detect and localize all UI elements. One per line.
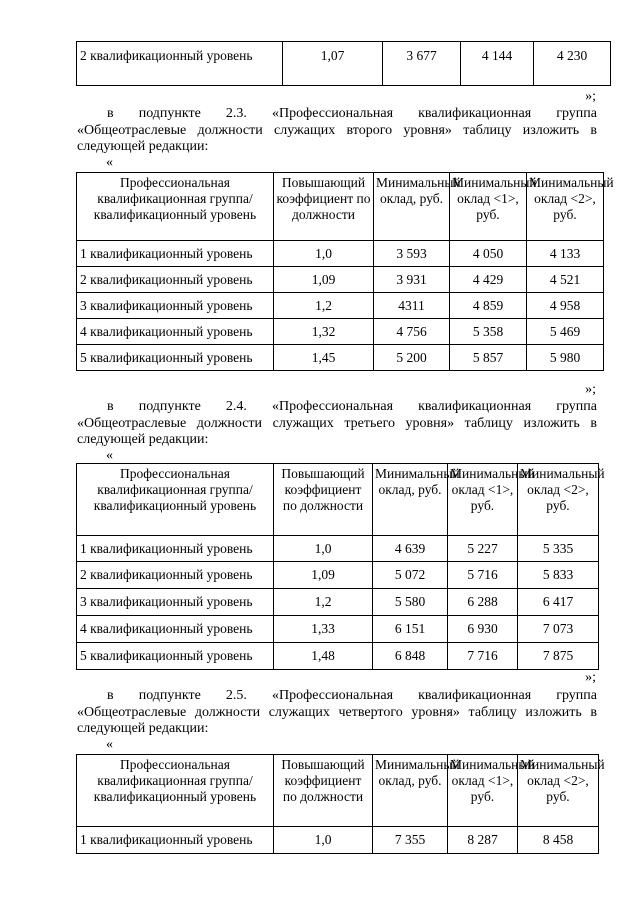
table-row xyxy=(77,589,599,616)
min-salary-1-cell: 4 144 xyxy=(461,42,534,86)
paragraph-line-2: «Общеотраслевые должности служащих четвертого уровня» таблицу изложить в следующей редакции: xyxy=(77,704,597,736)
level-name: 4 квалификационный уровень xyxy=(77,616,274,643)
min-salary-1-cell: 7 716 xyxy=(448,643,518,670)
header-min1: Минимальный оклад <1>, руб. xyxy=(448,464,518,536)
coef-cell: 1,0 xyxy=(274,536,373,562)
min-salary-2-cell: 4 230 xyxy=(534,42,611,86)
table-row xyxy=(77,643,599,670)
level-name: 3 квалификационный уровень xyxy=(77,293,274,319)
table-row xyxy=(77,536,599,562)
paragraph-line-2: «Общеотраслевые должности служащих второго уровня» таблицу изложить в следующей редакции: xyxy=(77,122,597,154)
min-salary-cell: 5 580 xyxy=(373,589,448,616)
min-salary-cell: 3 677 xyxy=(383,42,461,86)
opening-quote: « xyxy=(106,448,113,463)
closing-quote: »; xyxy=(585,382,596,397)
header-coef: Повышающий коэффициент по должности xyxy=(274,173,374,241)
min-salary-2-cell: 7 875 xyxy=(518,643,599,670)
min-salary-1-cell: 4 050 xyxy=(450,241,527,267)
min-salary-1-cell: 6 288 xyxy=(448,589,518,616)
coef-cell: 1,2 xyxy=(274,589,373,616)
level-name: 2 квалификационный уровень xyxy=(77,562,274,589)
coef-cell: 1,32 xyxy=(274,319,374,345)
opening-quote: « xyxy=(106,155,113,170)
coef-cell: 1,48 xyxy=(274,643,373,670)
coef-cell: 1,33 xyxy=(274,616,373,643)
table-row xyxy=(77,616,599,643)
table-header-row xyxy=(77,173,604,241)
level-name: 1 квалификационный уровень xyxy=(77,536,274,562)
level-name: 3 квалификационный уровень xyxy=(77,589,274,616)
coef-cell: 1,0 xyxy=(274,241,374,267)
header-min1: Минимальный оклад <1>, руб. xyxy=(450,173,527,241)
paragraph-2-5 xyxy=(77,688,597,738)
table-row xyxy=(77,827,599,854)
min-salary-2-cell: 4 521 xyxy=(527,267,604,293)
header-min: Минимальный оклад, руб. xyxy=(374,173,450,241)
header-min2: Минимальный оклад <2>, руб. xyxy=(527,173,604,241)
table-header-row xyxy=(77,464,599,536)
min-salary-2-cell: 6 417 xyxy=(518,589,599,616)
min-salary-1-cell: 4 429 xyxy=(450,267,527,293)
closing-quote: »; xyxy=(585,89,596,104)
paragraph-2-4 xyxy=(77,399,597,449)
coef-cell: 1,2 xyxy=(274,293,374,319)
min-salary-1-cell: 4 859 xyxy=(450,293,527,319)
min-salary-1-cell: 5 227 xyxy=(448,536,518,562)
min-salary-1-cell: 5 857 xyxy=(450,345,527,371)
table-row xyxy=(77,241,604,267)
paragraph-line-1: в подпункте 2.5. «Профессиональная квалификационная группа xyxy=(107,688,597,703)
paragraph-line-2: «Общеотраслевые должности служащих третьего уровня» таблицу изложить в следующей редакции: xyxy=(77,415,597,447)
table-2-5 xyxy=(76,754,605,854)
header-min: Минимальный оклад, руб. xyxy=(373,755,448,827)
table-row xyxy=(77,562,599,589)
coef-cell: 1,09 xyxy=(274,562,373,589)
paragraph-2-3 xyxy=(77,106,597,156)
coef-cell: 1,45 xyxy=(274,345,374,371)
level-name: 2 квалификационный уровень xyxy=(77,42,283,86)
level-name: 4 квалификационный уровень xyxy=(77,319,274,345)
header-min2: Минимальный оклад <2>, руб. xyxy=(518,464,599,536)
min-salary-2-cell: 5 980 xyxy=(527,345,604,371)
min-salary-1-cell: 8 287 xyxy=(448,827,518,854)
min-salary-2-cell: 4 133 xyxy=(527,241,604,267)
min-salary-cell: 4311 xyxy=(374,293,450,319)
min-salary-1-cell: 5 716 xyxy=(448,562,518,589)
min-salary-cell: 6 151 xyxy=(373,616,448,643)
closing-quote: »; xyxy=(585,670,596,685)
level-name: 5 квалификационный уровень xyxy=(77,643,274,670)
min-salary-cell: 5 200 xyxy=(374,345,450,371)
min-salary-2-cell: 5 833 xyxy=(518,562,599,589)
header-min2: Минимальный оклад <2>, руб. xyxy=(518,755,599,827)
table-row xyxy=(77,345,604,371)
header-coef: Повышающий коэффициент по должности xyxy=(274,464,373,536)
coef-cell: 1,09 xyxy=(274,267,374,293)
table-row xyxy=(77,42,611,86)
min-salary-cell: 4 756 xyxy=(374,319,450,345)
top-table xyxy=(76,41,611,86)
header-min: Минимальный оклад, руб. xyxy=(373,464,448,536)
min-salary-cell: 3 593 xyxy=(374,241,450,267)
min-salary-1-cell: 6 930 xyxy=(448,616,518,643)
header-group: Профессиональная квалификационная группа/ квалификационный уровень xyxy=(77,464,274,536)
paragraph-line-1: в подпункте 2.4. «Профессиональная квалификационная группа xyxy=(107,399,597,414)
table-header-row xyxy=(77,755,599,827)
min-salary-2-cell: 5 469 xyxy=(527,319,604,345)
min-salary-2-cell: 5 335 xyxy=(518,536,599,562)
min-salary-cell: 5 072 xyxy=(373,562,448,589)
coef-cell: 1,07 xyxy=(283,42,383,86)
opening-quote: « xyxy=(106,737,113,752)
min-salary-cell: 4 639 xyxy=(373,536,448,562)
table-row xyxy=(77,319,604,345)
min-salary-cell: 7 355 xyxy=(373,827,448,854)
min-salary-2-cell: 8 458 xyxy=(518,827,599,854)
table-row xyxy=(77,293,604,319)
min-salary-1-cell: 5 358 xyxy=(450,319,527,345)
level-name: 1 квалификационный уровень xyxy=(77,827,274,854)
level-name: 5 квалификационный уровень xyxy=(77,345,274,371)
header-min1: Минимальный оклад <1>, руб. xyxy=(448,755,518,827)
header-group: Профессиональная квалификационная группа/ квалификационный уровень xyxy=(77,755,274,827)
header-coef: Повышающий коэффициент по должности xyxy=(274,755,373,827)
level-name: 1 квалификационный уровень xyxy=(77,241,274,267)
min-salary-cell: 6 848 xyxy=(373,643,448,670)
coef-cell: 1,0 xyxy=(274,827,373,854)
min-salary-2-cell: 4 958 xyxy=(527,293,604,319)
table-2-4 xyxy=(76,463,605,670)
table-row xyxy=(77,267,604,293)
paragraph-line-1: в подпункте 2.3. «Профессиональная квалификационная группа xyxy=(107,106,597,121)
min-salary-2-cell: 7 073 xyxy=(518,616,599,643)
min-salary-cell: 3 931 xyxy=(374,267,450,293)
table-2-3 xyxy=(76,172,614,371)
header-group: Профессиональная квалификационная группа/ квалификационный уровень xyxy=(77,173,274,241)
level-name: 2 квалификационный уровень xyxy=(77,267,274,293)
